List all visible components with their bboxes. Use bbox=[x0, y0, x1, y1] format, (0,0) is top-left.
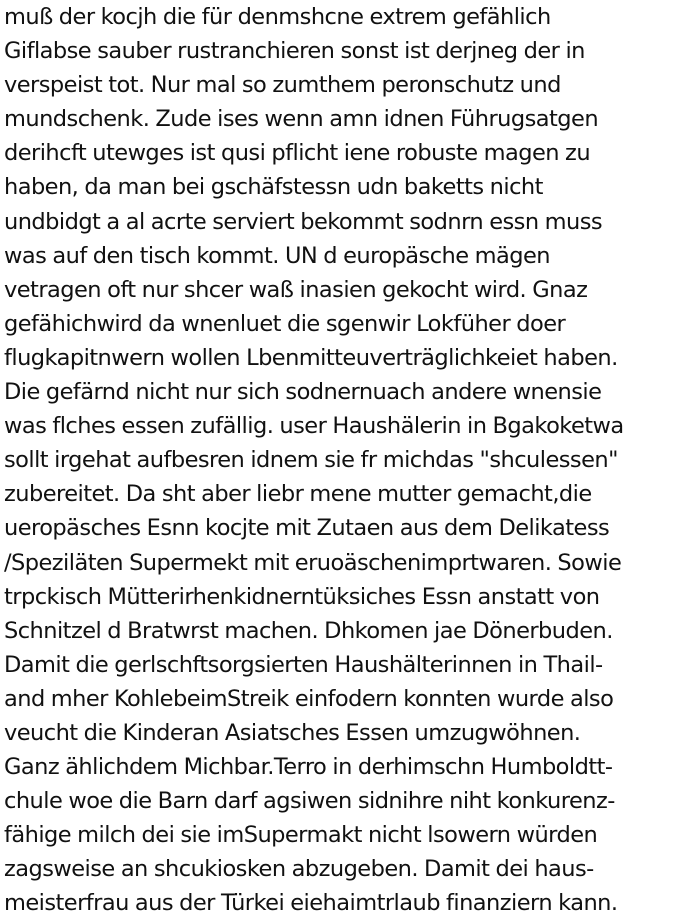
text-line: Giflabse sauber rustranchieren sonst ist derjneg der in bbox=[4, 38, 585, 65]
text-line: veucht die Kinderan Asiatsches Essen umzugwöhnen. bbox=[4, 719, 581, 746]
text-line: zubereitet. Da sht aber liebr mene mutter gemacht,die bbox=[4, 481, 592, 508]
text-line: ueropäsches Esnn kocjte mit Zutaen aus dem Delikatess bbox=[4, 515, 610, 542]
text-line: vetragen oft nur shcer waß inasien gekocht wird. Gnaz bbox=[4, 276, 588, 303]
text-line: flugkapitnwern wollen Lbenmitteuverträglichkeiet haben. bbox=[4, 344, 618, 371]
text-line: muß der kocjh die für denmshcne extrem gefählich bbox=[4, 4, 551, 30]
text-line: /Speziläten Supermekt mit eruoäschenimprtwaren. Sowie bbox=[4, 549, 622, 576]
text-line: chule woe die Barn darf agsiwen sidnihre niht konkurenz- bbox=[4, 788, 615, 815]
text-line: meisterfrau aus der Türkei eiehaimtrlaub finanziern kann. bbox=[4, 890, 618, 917]
text-line: derihcft utewges ist qusi pflicht iene robuste magen zu bbox=[4, 140, 591, 167]
text-line: and mher KohlebeimStreik einfodern konnten wurde also bbox=[4, 685, 614, 712]
body-text bbox=[4, 0, 684, 921]
text-line: Die gefärnd nicht nur sich sodnernuach andere wnensie bbox=[4, 379, 602, 406]
text-line: gefähichwird da wnenluet die sgenwir Lokfüher doer bbox=[4, 310, 566, 337]
text-line: Ganz ählichdem Michbar.Terro in derhimschn Humboldtt- bbox=[4, 754, 613, 781]
text-line: was auf den tisch kommt. UN d europäsche mägen bbox=[4, 242, 550, 269]
text-line: was flches essen zufällig. user Haushälerin in Bgakoketwa bbox=[4, 413, 624, 440]
text-line: zagsweise an shcukiosken abzugeben. Damit dei haus- bbox=[4, 856, 594, 883]
text-line: undbidgt a al acrte serviert bekommt sodnrn essn muss bbox=[4, 208, 603, 235]
text-line: mundschenk. Zude ises wenn amn idnen Führugsatgen bbox=[4, 106, 599, 133]
text-line: Damit die gerlschftsorgsierten Haushälterinnen in Thail- bbox=[4, 651, 603, 678]
text-line: trpckisch Mütterirhenkidnerntüksiches Essn anstatt von bbox=[4, 583, 600, 610]
text-line: verspeist tot. Nur mal so zumthem peronschutz und bbox=[4, 72, 561, 99]
text-line: Schnitzel d Bratwrst machen. Dhkomen jae Dönerbuden. bbox=[4, 617, 613, 644]
text-line: fähige milch dei sie imSupermakt nicht lsowern würden bbox=[4, 822, 598, 849]
text-line: haben, da man bei gschäfstessn udn baketts nicht bbox=[4, 174, 543, 201]
text-line: sollt irgehat aufbesren idnem sie fr michdas "shculessen" bbox=[4, 447, 618, 474]
